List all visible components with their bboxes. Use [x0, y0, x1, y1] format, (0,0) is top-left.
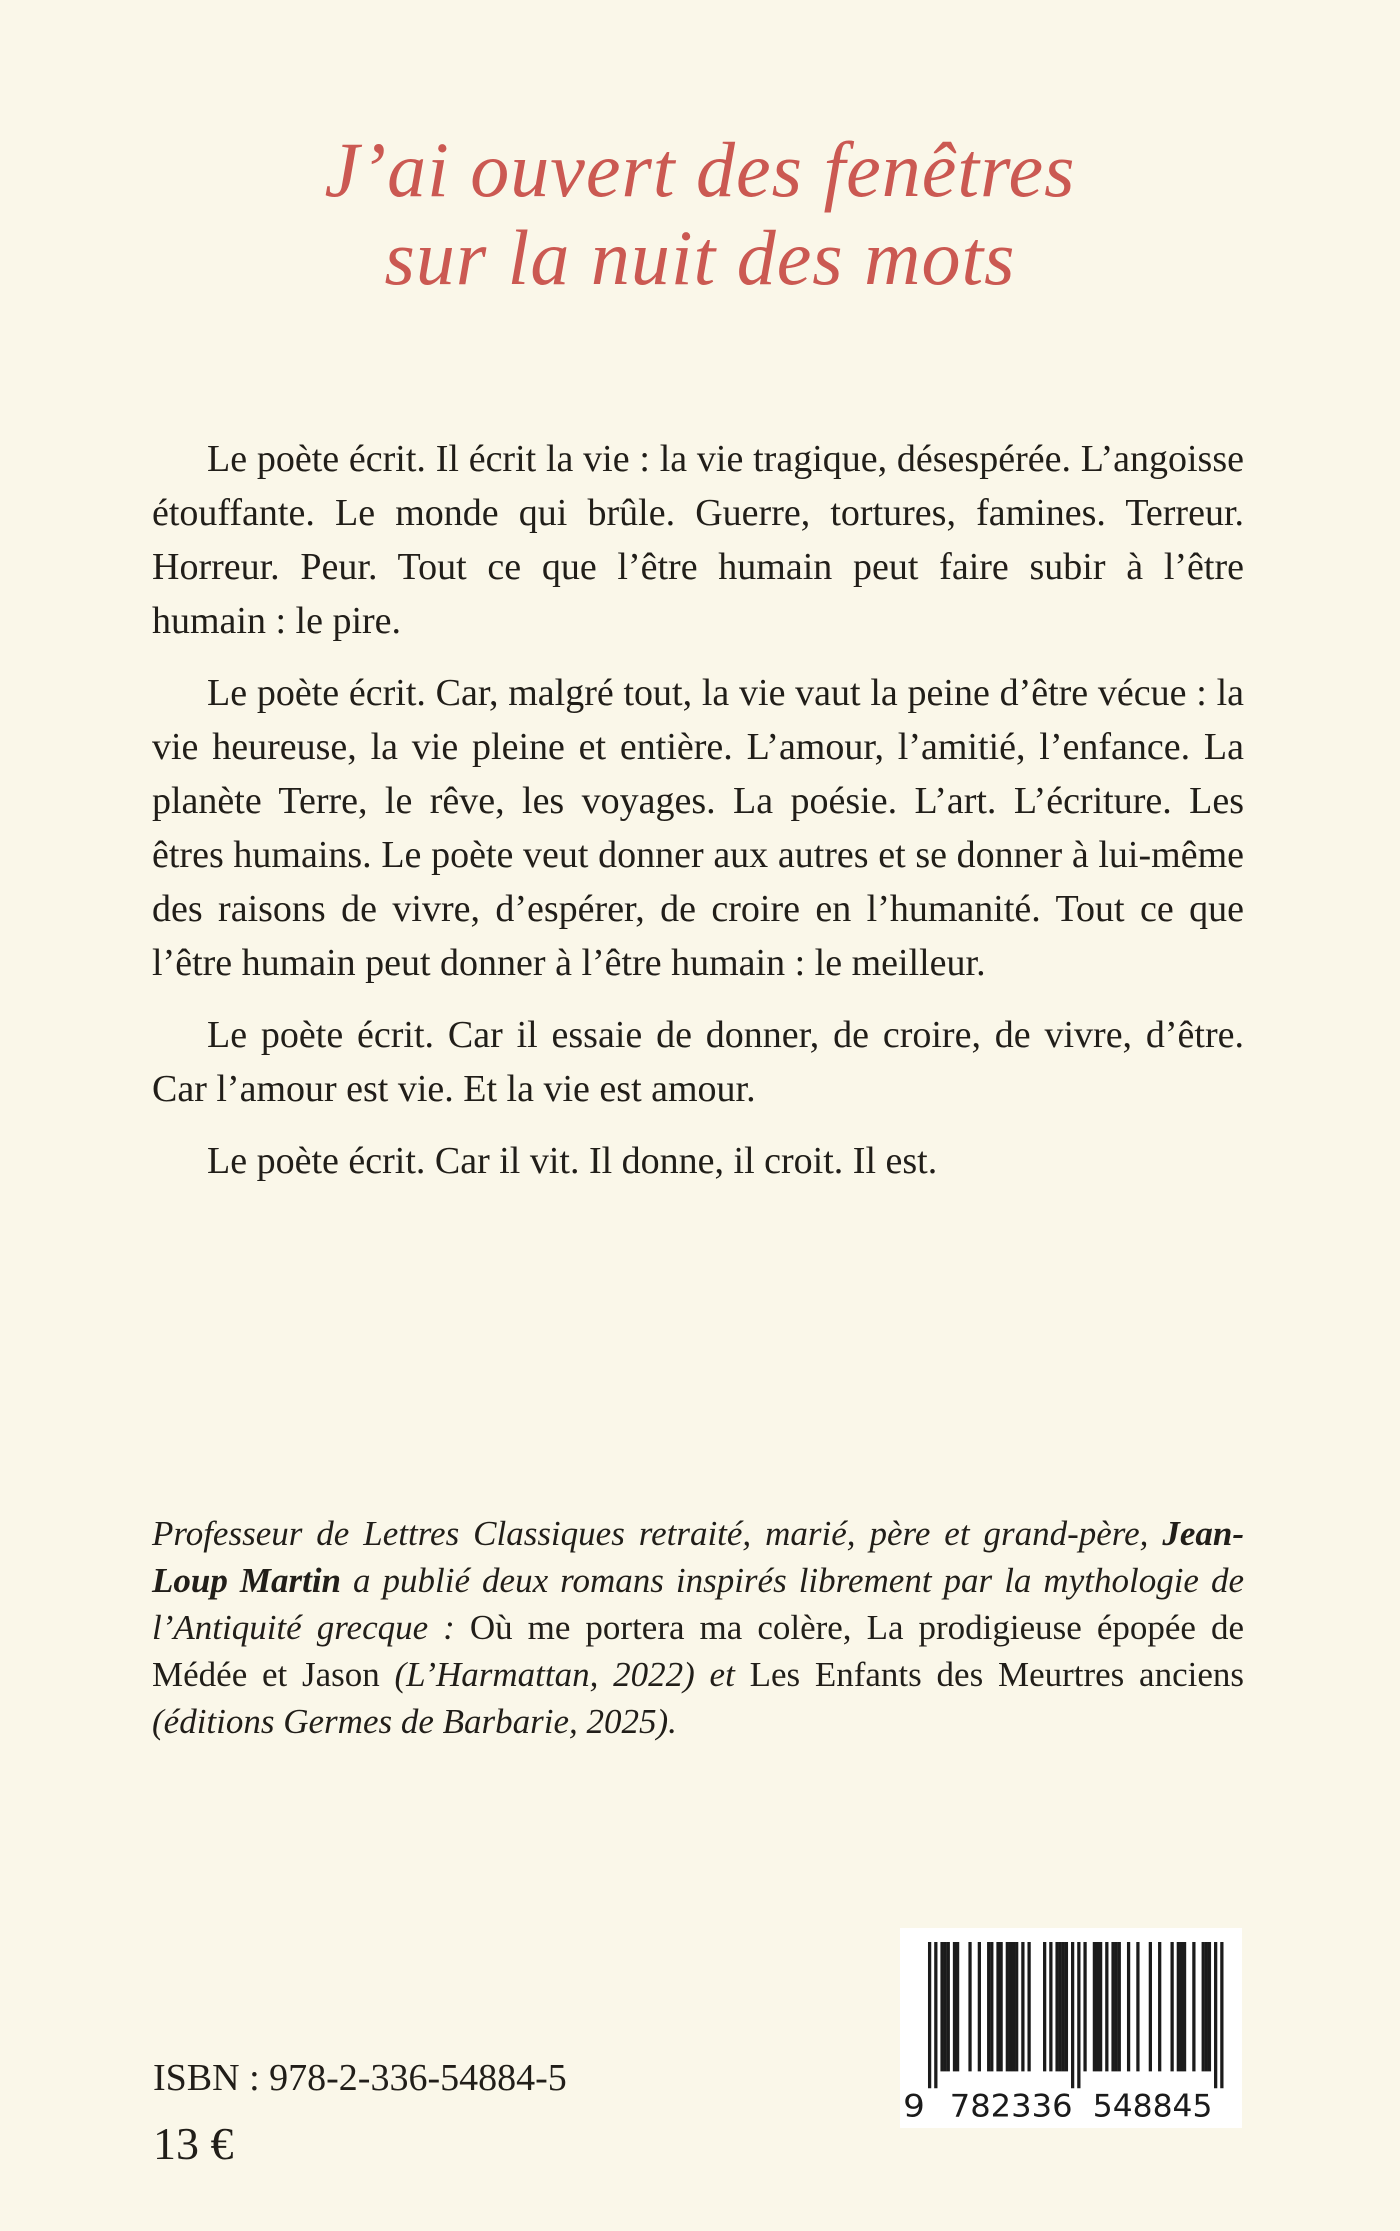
- book-title-line1: J’ai ouvert des fenêtres: [324, 126, 1076, 213]
- bio-segment: et: [694, 1655, 750, 1694]
- barcode-digit-group1: 782336: [949, 2087, 1073, 2122]
- author-bio: [152, 1510, 1244, 1745]
- isbn-text: ISBN : 978-2-336-54884-5: [153, 2057, 567, 2099]
- bio-segment: Jean-Loup Martin: [152, 1514, 1244, 1600]
- blurb-paragraph: Le poète écrit. Car il essaie de donner, de croire, de vivre, d’être. Car l’amour est vie. Et la vie est amour.: [152, 1014, 1244, 1110]
- bio-segment: a publié deux romans inspirés librement par la mythologie de l’Antiquité grecque :: [152, 1561, 1244, 1647]
- blurb-paragraph: Le poète écrit. Car il vit. Il donne, il croit. Il est.: [207, 1140, 938, 1182]
- price-text: 13 €: [153, 2118, 234, 2169]
- blurb-paragraph: Le poète écrit. Il écrit la vie : la vie tragique, désespérée. L’angoisse étouffante. Le monde qui brûle. Guerre, tortures, famines. Terreur. Horreur. Peur. Tout ce que l’être humain peut faire subir à l’être humain : le pire.: [152, 438, 1244, 642]
- bio-segment: (L’Harmattan, 2022): [394, 1655, 695, 1694]
- bio-segment: (éditions Germes de Barbarie, 2025).: [152, 1702, 677, 1741]
- barcode-bars: [900, 1942, 1242, 2122]
- book-title-line2: sur la nuit des mots: [384, 214, 1016, 301]
- bio-segment: Professeur de Lettres Classiques retraité, marié, père et grand-père,: [152, 1514, 1163, 1553]
- barcode: [900, 1928, 1242, 2128]
- barcode-digit-group2: 548845: [1092, 2087, 1213, 2122]
- bio-segment: Les Enfants des Meurtres anciens: [749, 1655, 1244, 1694]
- book-title: [0, 126, 1400, 302]
- barcode-digit-lead: 9: [903, 2087, 925, 2122]
- bio-segment: Où me portera ma colère, La prodigieuse épopée de Médée et Jason: [152, 1608, 1244, 1694]
- blurb: [152, 432, 1244, 1188]
- blurb-paragraph: Le poète écrit. Car, malgré tout, la vie vaut la peine d’être vécue : la vie heureuse, la vie pleine et entière. L’amour, l’amitié, l’enfance. La planète Terre, le rêve, les voyages. La poésie. L’art. L’écriture. Les êtres humains. Le poète veut donner aux autres et se donner à lui-même des raisons de vivre, d’espérer, de croire en l’humanité. Tout ce que l’être humain peut donner à l’être humain : le meilleur.: [152, 672, 1244, 984]
